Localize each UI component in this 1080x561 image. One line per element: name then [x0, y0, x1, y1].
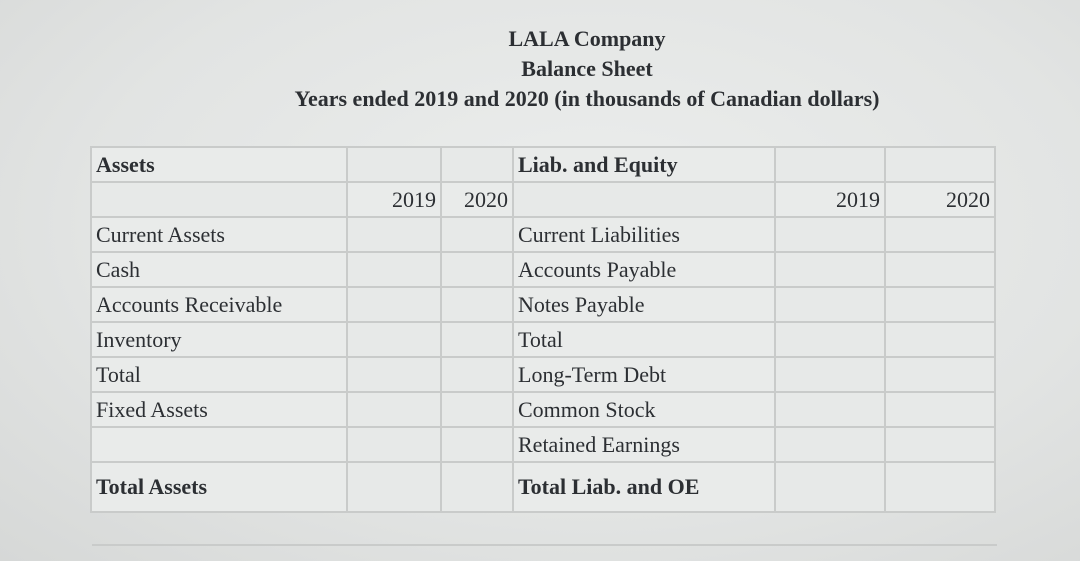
empty-cell — [885, 147, 995, 182]
liability-label: Current Liabilities — [513, 217, 775, 252]
liability-label: Total Liab. and OE — [513, 462, 775, 512]
asset-label: Accounts Receivable — [91, 287, 347, 322]
value-cell[interactable] — [885, 217, 995, 252]
table-row — [91, 427, 995, 462]
liability-label: Common Stock — [513, 392, 775, 427]
year-header-row — [91, 182, 995, 217]
liability-label: Notes Payable — [513, 287, 775, 322]
empty-cell — [91, 182, 347, 217]
empty-cell — [347, 147, 441, 182]
asset-label: Current Assets — [91, 217, 347, 252]
value-cell[interactable] — [347, 217, 441, 252]
liabilities-year-2019: 2019 — [775, 182, 885, 217]
value-cell[interactable] — [347, 427, 441, 462]
value-cell[interactable] — [347, 287, 441, 322]
value-cell[interactable] — [441, 427, 513, 462]
empty-cell — [513, 182, 775, 217]
table-row — [91, 357, 995, 392]
value-cell[interactable] — [347, 322, 441, 357]
table-row — [91, 287, 995, 322]
value-cell[interactable] — [775, 392, 885, 427]
value-cell[interactable] — [885, 252, 995, 287]
value-cell[interactable] — [775, 462, 885, 512]
value-cell[interactable] — [347, 462, 441, 512]
value-cell[interactable] — [441, 357, 513, 392]
assets-heading: Assets — [91, 147, 347, 182]
value-cell[interactable] — [441, 252, 513, 287]
title-block — [0, 24, 1080, 114]
table-row — [91, 217, 995, 252]
bottom-rule — [92, 544, 997, 546]
value-cell[interactable] — [775, 322, 885, 357]
table-row — [91, 392, 995, 427]
value-cell[interactable] — [775, 217, 885, 252]
asset-label: Total Assets — [91, 462, 347, 512]
asset-label: Fixed Assets — [91, 392, 347, 427]
table-row — [91, 322, 995, 357]
value-cell[interactable] — [347, 357, 441, 392]
value-cell[interactable] — [441, 392, 513, 427]
liability-label: Retained Earnings — [513, 427, 775, 462]
asset-label: Inventory — [91, 322, 347, 357]
value-cell[interactable] — [885, 322, 995, 357]
table-row — [91, 462, 995, 512]
value-cell[interactable] — [885, 462, 995, 512]
liability-label: Long-Term Debt — [513, 357, 775, 392]
value-cell[interactable] — [441, 217, 513, 252]
value-cell[interactable] — [775, 252, 885, 287]
value-cell[interactable] — [441, 322, 513, 357]
value-cell[interactable] — [441, 287, 513, 322]
statement-title: Balance Sheet — [521, 56, 653, 81]
assets-year-2020: 2020 — [441, 182, 513, 217]
table-row — [91, 252, 995, 287]
period-subtitle: Years ended 2019 and 2020 (in thousands of Canadian dollars) — [294, 86, 880, 111]
company-name: LALA Company — [508, 26, 666, 51]
asset-label: Total — [91, 357, 347, 392]
value-cell[interactable] — [885, 287, 995, 322]
value-cell[interactable] — [885, 357, 995, 392]
assets-year-2019: 2019 — [347, 182, 441, 217]
empty-cell — [441, 147, 513, 182]
value-cell[interactable] — [885, 427, 995, 462]
value-cell[interactable] — [347, 392, 441, 427]
value-cell[interactable] — [775, 357, 885, 392]
value-cell[interactable] — [775, 287, 885, 322]
value-cell[interactable] — [885, 392, 995, 427]
asset-label — [91, 427, 347, 462]
value-cell[interactable] — [441, 462, 513, 512]
table-header-row — [91, 147, 995, 182]
empty-cell — [775, 147, 885, 182]
asset-label: Cash — [91, 252, 347, 287]
liability-label: Accounts Payable — [513, 252, 775, 287]
balance-sheet-table — [90, 146, 996, 513]
liabilities-year-2020: 2020 — [885, 182, 995, 217]
value-cell[interactable] — [775, 427, 885, 462]
liabilities-heading: Liab. and Equity — [513, 147, 775, 182]
value-cell[interactable] — [347, 252, 441, 287]
liability-label: Total — [513, 322, 775, 357]
